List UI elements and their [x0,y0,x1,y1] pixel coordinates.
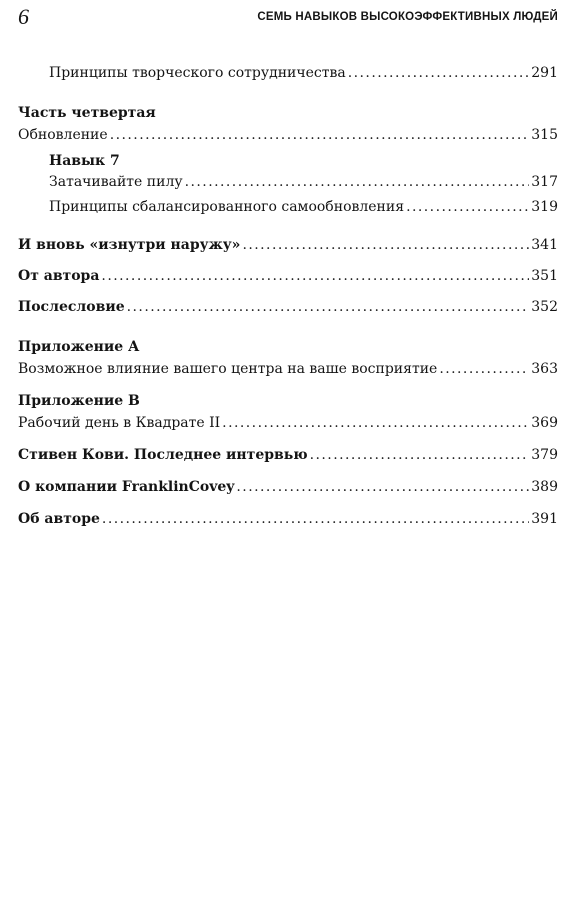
toc-entry-label: Затачивайте пилу [49,174,183,190]
toc-entry-appendix-b[interactable] [18,414,558,432]
dot-leader [242,236,529,254]
toc-entry-label: От автора [18,268,100,284]
toc-entry-page: 363 [531,361,558,377]
toc-entry-label: Стивен Кови. Последнее интервью [18,447,308,463]
toc-entry-inside-out-again[interactable] [18,236,558,254]
toc-entry-about-author[interactable] [18,510,558,528]
toc-entry-covey-interview[interactable] [18,446,558,464]
toc-entry-page: 341 [531,237,558,253]
dot-leader [102,510,529,528]
toc-entry-page: 319 [531,199,558,215]
toc-entry-page: 315 [531,127,558,143]
part-four-heading: Часть четвертая [18,105,156,121]
dot-leader [310,446,530,464]
toc-entry-label: Принципы сбалансированного самообновления [49,199,405,215]
toc-entry-franklin-covey[interactable] [18,478,558,496]
toc-entry-label: О компании FranklinCovey [18,479,235,495]
dot-leader [127,298,530,316]
toc-entry-label: Послесловие [18,299,125,315]
dot-leader [406,198,529,216]
toc-entry-page: 351 [531,268,558,284]
toc-entry-label: Обновление [18,127,108,143]
toc-entry-afterword[interactable] [18,298,558,316]
page-number: 6 [18,4,29,29]
toc-entry-page: 389 [531,479,558,495]
toc-entry-page: 379 [531,447,558,463]
dot-leader [110,126,530,144]
toc-entry-label: Рабочий день в Квадрате II [18,415,221,431]
toc-entry-page: 352 [531,299,558,315]
running-head: СЕМЬ НАВЫКОВ ВЫСОКОЭФФЕКТИВНЫХ ЛЮДЕЙ [257,11,558,23]
toc-entry-page: 317 [531,174,558,190]
dot-leader [222,414,529,432]
toc-entry-from-author[interactable] [18,267,558,285]
toc-entry-label: Возможное влияние вашего центра на ваше восприятие [18,361,438,377]
toc-entry-label: Об авторе [18,511,100,527]
toc-entry-page: 291 [531,65,558,81]
toc-entry-sharpen-saw[interactable] [49,173,558,191]
dot-leader [439,360,529,378]
toc-entry-label: И вновь «изнутри наружу» [18,237,241,253]
toc-entry-principles-cooperation[interactable] [49,64,558,82]
dot-leader [348,64,530,82]
toc-entry-label: Принципы творческого сотрудничества [49,65,346,81]
dot-leader [185,173,530,191]
dot-leader [101,267,529,285]
toc-entry-renewal[interactable] [18,126,558,144]
appendix-a-heading: Приложение А [18,339,140,355]
toc-entry-balanced-renewal[interactable] [49,198,558,216]
habit7-heading: Навык 7 [49,153,120,169]
toc-entry-appendix-a[interactable] [18,360,558,378]
appendix-b-heading: Приложение В [18,393,140,409]
dot-leader [236,478,529,496]
toc-entry-page: 391 [531,511,558,527]
toc-entry-page: 369 [531,415,558,431]
